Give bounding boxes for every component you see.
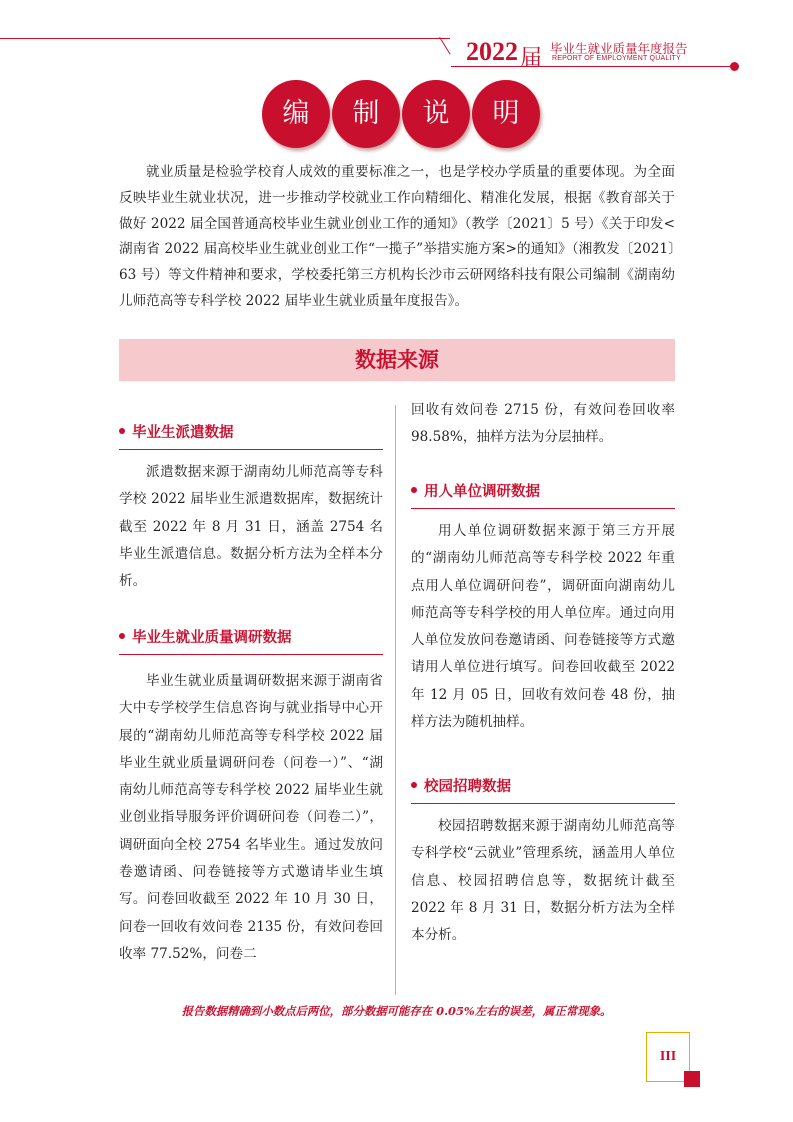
bullet-icon	[411, 487, 417, 493]
title-char: 制	[332, 80, 400, 148]
section-title-employer	[411, 478, 675, 509]
banner-title: 数据来源	[355, 348, 439, 372]
section-title-text: 毕业生派遣数据	[132, 425, 234, 441]
section-body-dispatch	[119, 459, 383, 595]
bullet-icon	[411, 782, 417, 788]
title-char: 明	[472, 80, 540, 148]
section-banner	[119, 339, 675, 381]
header-dot	[730, 62, 739, 71]
page-number: III	[659, 1049, 677, 1064]
section-title-text: 毕业生就业质量调研数据	[132, 630, 292, 646]
intro-text: 就业质量是检验学校育人成效的重要标准之一，也是学校办学质量的重要体现。为全面反映毕业生就业状况，进一步推动学校就业工作向精细化、精准化发展，根据《教育部关于做好 2022 届全国普通高校毕业生就业创业工作的通知》（教学〔2021〕5 号）《关于印发<湖南省 2022 届高校毕业生就业创业工作“一揽子”举措实施方案>的通知》（湘教发〔2021〕63 号）等文件精神和要求，学校委托第三方机构长沙市云研网络科技有限公司编制《湖南幼儿师范高等专科学校 2022 届毕业生就业质量年度报告》。	[119, 164, 675, 309]
header-subtitle: REPORT OF EMPLOYMENT QUALITY	[552, 55, 681, 62]
section-body-campus	[411, 813, 675, 949]
section-body-employer	[411, 518, 675, 736]
section-body-quality-survey	[119, 668, 383, 968]
section-text: 校园招聘数据来源于湖南幼儿师范高等专科学校“云就业”管理系统，涵盖用人单位信息、校园招聘信息等，数据统计截至 2022 年 8 月 31 日，数据分析方法为全样本分析。	[411, 818, 675, 944]
header-rule	[0, 38, 450, 39]
section-title-text: 用人单位调研数据	[424, 484, 540, 500]
header-rule-slant	[439, 37, 450, 54]
intro-paragraph	[119, 160, 675, 315]
page-corner-square	[684, 1071, 700, 1087]
title-char: 编	[262, 80, 330, 148]
title-char: 说	[402, 80, 470, 148]
section-body-quality-survey-continued	[411, 397, 675, 452]
section-title-text: 校园招聘数据	[424, 779, 511, 795]
footnote: 报告数据精确到小数点后两位，部分数据可能存在 0.05%左右的误差，属正常现象。	[181, 1004, 612, 1018]
page-title	[262, 80, 542, 150]
section-title-quality-survey	[119, 624, 383, 655]
bullet-icon	[119, 428, 125, 434]
section-text: 毕业生就业质量调研数据来源于湖南省大中专学校学生信息咨询与就业指导中心开展的“湖南幼儿师范高等专科学校 2022 届毕业生就业质量调研问卷（问卷一）”、“湖南幼儿师范高等专科学校 2022 届毕业生就业创业指导服务评价调研问卷（问卷二）”，调研面向全校 2754 名毕业生。通过发放问卷邀请函、问卷链接等方式邀请毕业生填写。问卷回收截至 2022 年 10 月 30 日，问卷一回收有效问卷 2135 份，有效问卷回收率 77.52%，问卷二	[119, 673, 383, 962]
header-jie: 届	[520, 46, 543, 71]
header-title: 毕业生就业质量年度报告	[550, 41, 688, 56]
section-text: 用人单位调研数据来源于第三方开展的“湖南幼儿师范高等专科学校 2022 年重点用人单位调研问卷”，调研面向湖南幼儿师范高等专科学校的用人单位库。通过向用人单位发放问卷邀请函、问卷链接等方式邀请用人单位进行填写。问卷回收截至 2022 年 12 月 05 日，回收有效问卷 48 份，抽样方法为随机抽样。	[411, 523, 675, 731]
column-divider	[395, 405, 396, 995]
bullet-icon	[119, 633, 125, 639]
section-title-dispatch	[119, 419, 383, 450]
header-year: 2022	[466, 37, 518, 66]
section-text: 派遣数据来源于湖南幼儿师范高等专科学校 2022 届毕业生派遣数据库，数据统计截至 2022 年 8 月 31 日，涵盖 2754 名毕业生派遣信息。数据分析方法为全样本分析。	[119, 464, 383, 590]
section-text: 回收有效问卷 2715 份，有效问卷回收率 98.58%，抽样方法为分层抽样。	[411, 402, 675, 446]
section-title-campus	[411, 773, 675, 804]
